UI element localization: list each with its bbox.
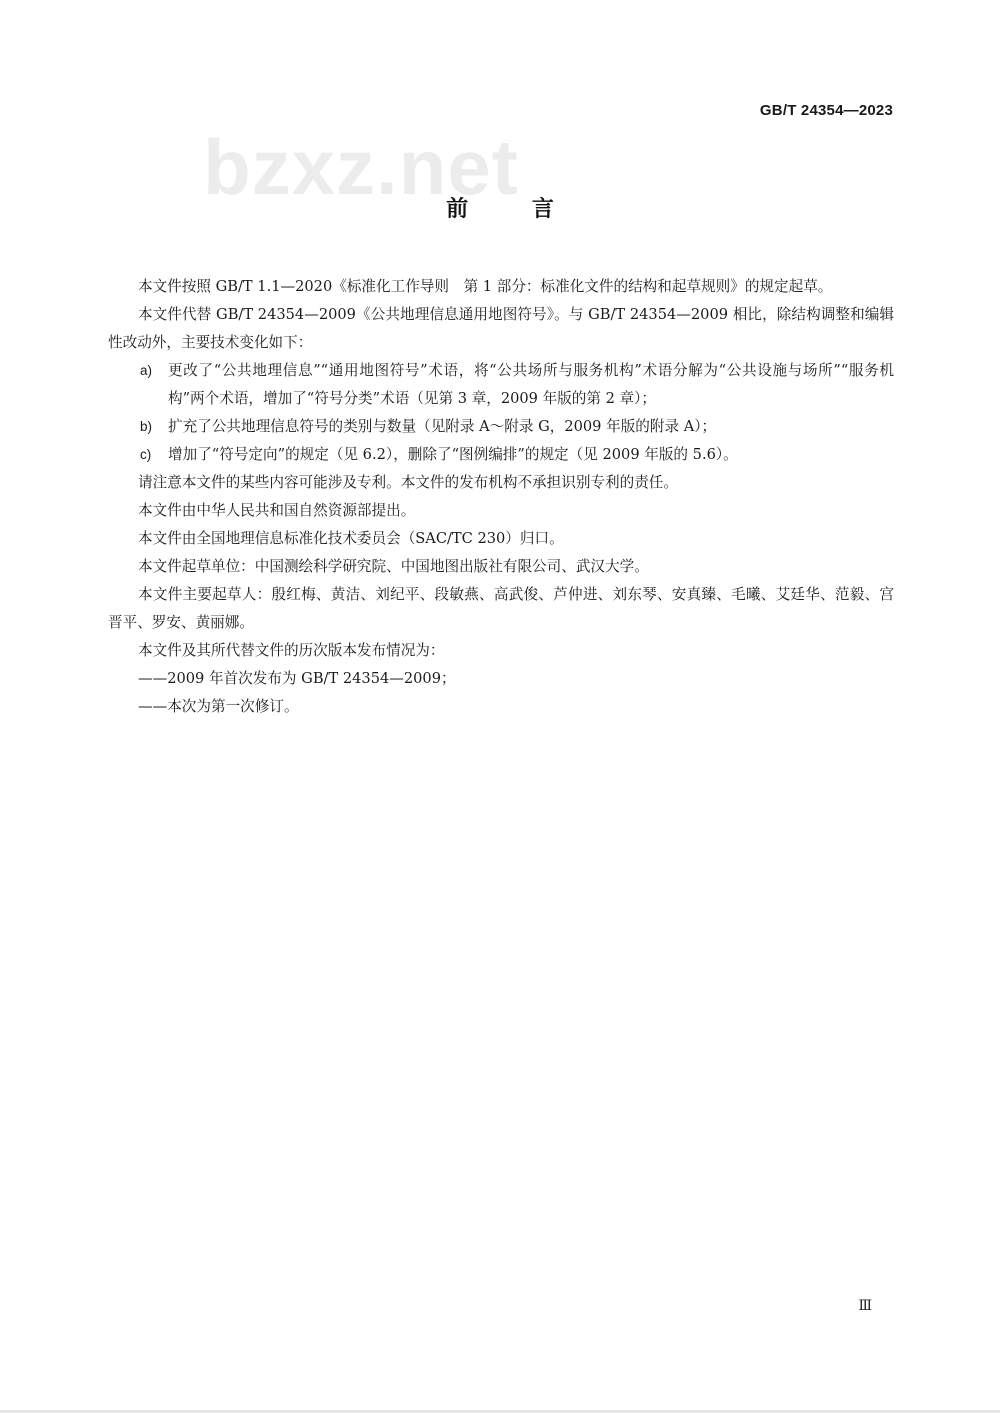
paragraph-drafting-organizations: 本文件起草单位：中国测绘科学研究院、中国地图出版社有限公司、武汉大学。 [138,558,649,575]
change-text: 增加了“符号定向”的规定（见 6.2），删除了“图例编排”的规定（见 2009 年版的 5.6）。 [168,446,738,463]
page-number: Ⅲ [858,1299,872,1314]
history-item: ——本次为第一次修订。 [138,698,299,715]
list-marker: a) [140,363,153,378]
change-item-b [108,413,894,441]
paragraph-technical-committee: 本文件由全国地理信息标准化技术委员会（SAC/TC 230）归口。 [138,530,564,547]
paragraph-replacement: 本文件代替 GB/T 24354—2009《公共地理信息通用地图符号》。与 GB/T 24354—2009 相比，除结构调整和编辑性改动外，主要技术变化如下： [108,306,894,351]
page-title: 前 言 [446,197,582,222]
foreword-body [108,273,894,721]
paragraph-drafting-rules: 本文件按照 GB/T 1.1—2020《标准化工作导则 第 1 部分：标准化文件的结构和起草规则》的规定起草。 [138,278,833,295]
paragraph-patent-notice: 请注意本文件的某些内容可能涉及专利。本文件的发布机构不承担识别专利的责任。 [138,474,678,491]
change-text: 更改了“公共地理信息”“通用地图符号”术语，将“公共场所与服务机构”术语分解为“公共设施与场所”“服务机构”两个术语，增加了“符号分类”术语（见第 3 章，2009 年版的第 2 章）； [168,362,894,407]
change-item-a [108,357,894,413]
watermark: bzxz.net [203,123,519,211]
standard-number: GB/T 24354—2023 [759,102,893,119]
paragraph-drafters: 本文件主要起草人：殷红梅、黄洁、刘纪平、段敏燕、高武俊、芦仲进、刘东琴、安真臻、毛曦、艾廷华、范毅、宫晋平、罗安、黄丽娜。 [108,586,894,631]
list-marker: b) [140,419,153,434]
history-item: ——2009 年首次发布为 GB/T 24354—2009； [138,670,456,687]
change-item-c [108,441,894,469]
paragraph-proposed-by: 本文件由中华人民共和国自然资源部提出。 [138,502,416,519]
paragraph-version-history: 本文件及其所代替文件的历次版本发布情况为： [138,642,445,659]
change-text: 扩充了公共地理信息符号的类别与数量（见附录 A～附录 G，2009 年版的附录 A）； [168,418,717,435]
list-marker: c) [140,447,152,462]
